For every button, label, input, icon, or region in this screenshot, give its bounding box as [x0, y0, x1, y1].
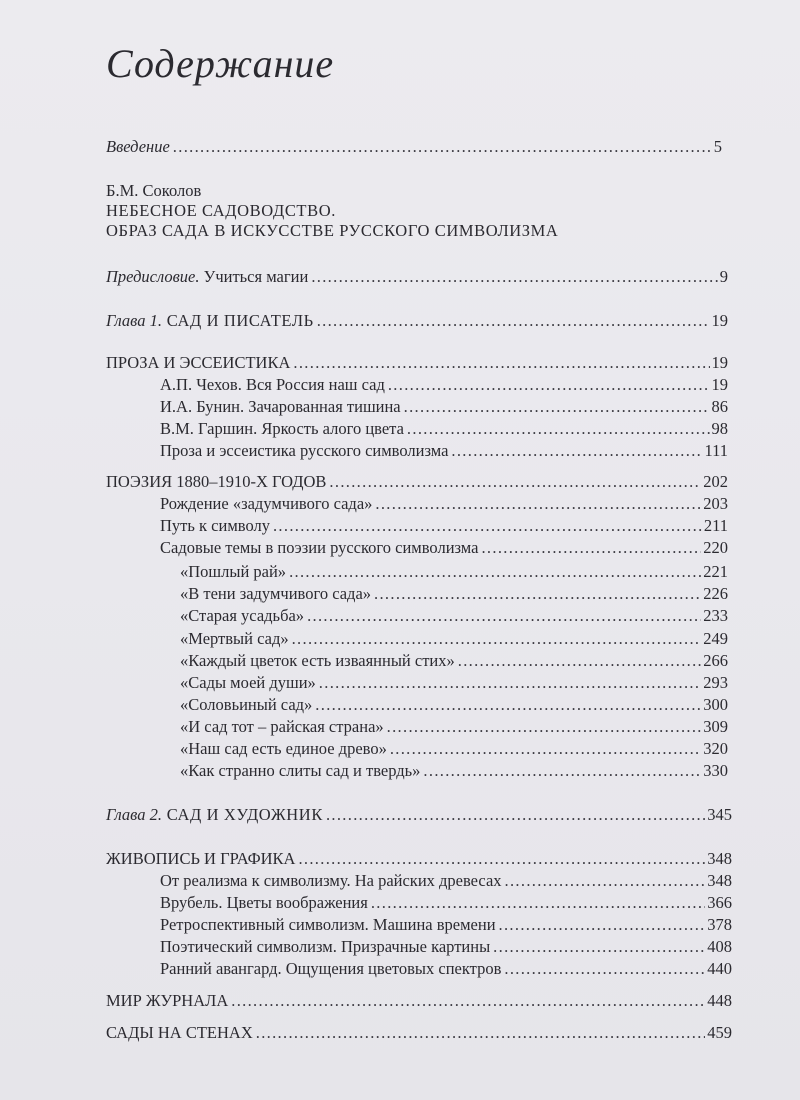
leader-dots: [315, 694, 701, 716]
page-number: 348: [707, 849, 732, 868]
toc-entry-poetry-subitem[interactable]: [180, 716, 728, 738]
leader-dots: [390, 738, 701, 760]
toc-entry-poetry[interactable]: [106, 471, 728, 493]
toc-entry-poetry-item[interactable]: [160, 515, 728, 537]
page-number: 111: [704, 441, 728, 460]
toc-entry-journal[interactable]: [106, 990, 732, 1012]
leader-dots: [256, 1022, 706, 1044]
leader-dots: [292, 628, 702, 650]
toc-entry-prose-item[interactable]: [160, 418, 728, 440]
leader-dots: [493, 936, 705, 958]
entry-label: ПОЭЗИЯ 1880–1910-Х ГОДОВ: [106, 472, 327, 491]
leader-dots: [375, 493, 701, 515]
page-number: 226: [703, 584, 728, 603]
page-number: 408: [707, 937, 732, 956]
leader-dots: [451, 440, 702, 462]
page-number: 330: [703, 761, 728, 780]
entry-label: Ранний авангард. Ощущения цветовых спектров: [160, 959, 502, 978]
toc-entry-chapter-1[interactable]: [106, 310, 728, 332]
leader-dots: [273, 515, 702, 537]
book-title-line-1: НЕБЕСНОЕ САДОВОДСТВО.: [106, 201, 336, 220]
page-number: 345: [707, 805, 732, 824]
leader-dots: [423, 760, 701, 782]
toc-entry-walls[interactable]: [106, 1022, 732, 1044]
leader-dots: [231, 990, 705, 1012]
page-number: 98: [711, 419, 728, 438]
leader-dots: [499, 914, 706, 936]
entry-label: ЖИВОПИСЬ И ГРАФИКА: [106, 849, 296, 868]
toc-entry-painting-item[interactable]: [160, 958, 732, 980]
leader-dots: [404, 396, 710, 418]
page-number: 309: [703, 717, 728, 736]
page-number: 266: [703, 651, 728, 670]
leader-dots: [329, 471, 701, 493]
entry-label: «Старая усадьба»: [180, 606, 305, 625]
toc-entry-poetry-subitem[interactable]: [180, 650, 728, 672]
leader-dots: [311, 266, 717, 288]
entry-label: «Мертвый сад»: [180, 629, 289, 648]
page-number: 348: [707, 871, 732, 890]
book-title-line-2: ОБРАЗ САДА В ИСКУССТВЕ РУССКОГО СИМВОЛИЗМА: [106, 221, 559, 240]
leader-dots: [388, 374, 710, 396]
toc-entry-painting-item[interactable]: [160, 936, 732, 958]
entry-label: Поэтический символизм. Призрачные картины: [160, 937, 491, 956]
leader-dots: [481, 537, 701, 559]
leader-dots: [293, 352, 709, 374]
page-number: 320: [703, 739, 728, 758]
page-title: Содержание: [106, 41, 335, 86]
toc-entry-painting-item[interactable]: [160, 892, 732, 914]
toc-entry-prose-item[interactable]: [160, 374, 728, 396]
entry-label: САД И ХУДОЖНИК: [161, 805, 323, 824]
page-number: 459: [707, 1023, 732, 1042]
entry-label: Введение: [106, 137, 170, 156]
page-number: 19: [711, 311, 728, 330]
toc-entry-prose[interactable]: [106, 352, 728, 374]
leader-dots: [505, 870, 706, 892]
entry-label: Ретроспективный символизм. Машина времени: [160, 915, 496, 934]
leader-dots: [298, 848, 705, 870]
page-number: 211: [703, 516, 728, 535]
leader-dots: [326, 804, 705, 826]
page-number: 203: [703, 494, 728, 513]
leader-dots: [371, 892, 705, 914]
entry-label: Рождение «задумчивого сада»: [160, 494, 373, 513]
entry-label: Врубель. Цветы воображения: [160, 893, 368, 912]
toc-entry-poetry-subitem[interactable]: [180, 760, 728, 782]
leader-dots: [173, 136, 712, 158]
page-number: 86: [711, 397, 728, 416]
toc-entry-poetry-subitem[interactable]: [180, 605, 728, 627]
toc-entry-poetry-subitem[interactable]: [180, 694, 728, 716]
page-number: 249: [703, 629, 728, 648]
page-number: 9: [719, 267, 728, 286]
entry-prefix: Глава 1.: [106, 311, 162, 330]
entry-label: От реализма к символизму. На райских древесах: [160, 871, 502, 890]
entry-label: А.П. Чехов. Вся Россия наш сад: [160, 375, 385, 394]
leader-dots: [307, 605, 701, 627]
toc-entry-painting-item[interactable]: [160, 914, 732, 936]
toc-entry-prose-item[interactable]: [160, 396, 728, 418]
toc-entry-intro[interactable]: [106, 136, 722, 158]
entry-label: «В тени задумчивого сада»: [180, 584, 372, 603]
leader-dots: [458, 650, 702, 672]
entry-label: МИР ЖУРНАЛА: [106, 991, 229, 1010]
entry-label: «Пошлый рай»: [180, 562, 287, 581]
entry-label: В.М. Гаршин. Яркость алого цвета: [160, 419, 404, 438]
leader-dots: [387, 716, 702, 738]
leader-dots: [504, 958, 705, 980]
entry-label: «Каждый цветок есть изваянный стих»: [180, 651, 455, 670]
toc-entry-chapter-2[interactable]: [106, 804, 732, 826]
page-number: 366: [707, 893, 732, 912]
entry-prefix: Предисловие.: [106, 267, 200, 286]
toc-entry-poetry-subitem[interactable]: [180, 738, 728, 760]
toc-entry-poetry-subitem[interactable]: [180, 561, 728, 583]
leader-dots: [407, 418, 710, 440]
toc-entry-poetry-subitem[interactable]: [180, 672, 728, 694]
toc-entry-prose-item[interactable]: [160, 440, 728, 462]
entry-label: САДЫ НА СТЕНАХ: [106, 1023, 253, 1042]
page-number: 448: [707, 991, 732, 1010]
leader-dots: [374, 583, 701, 605]
page-number: 378: [707, 915, 732, 934]
entry-label: Проза и эссеистика русского символизма: [160, 441, 449, 460]
page-number: 293: [703, 673, 728, 692]
leader-dots: [317, 310, 710, 332]
page-number: 202: [703, 472, 728, 491]
page-number: 221: [703, 562, 728, 581]
page-number: 220: [703, 538, 728, 557]
entry-label: «Как странно слиты сад и твердь»: [180, 761, 421, 780]
entry-label: САД И ПИСАТЕЛЬ: [161, 311, 314, 330]
entry-label: «И сад тот – райская страна»: [180, 717, 384, 736]
entry-label: ПРОЗА И ЭССЕИСТИКА: [106, 353, 291, 372]
toc-entry-painting-item[interactable]: [160, 870, 732, 892]
leader-dots: [289, 561, 701, 583]
author-name: Б.М. Соколов: [106, 181, 202, 200]
toc-entry-painting[interactable]: [106, 848, 732, 870]
entry-label: Путь к символу: [160, 516, 270, 535]
toc-entry-poetry-subitem[interactable]: [180, 628, 728, 650]
page-number: 440: [707, 959, 732, 978]
toc-entry-poetry-item[interactable]: [160, 537, 728, 559]
page-number: 300: [703, 695, 728, 714]
entry-label: Садовые темы в поэзии русского символизма: [160, 538, 479, 557]
entry-label: Учиться магии: [199, 267, 309, 286]
toc-entry-poetry-subitem[interactable]: [180, 583, 728, 605]
page-number: 19: [711, 375, 728, 394]
entry-label: «Соловьиный сад»: [180, 695, 313, 714]
toc-entry-preface[interactable]: [106, 266, 728, 288]
page-number: 5: [713, 137, 722, 156]
leader-dots: [319, 672, 701, 694]
entry-label: И.А. Бунин. Зачарованная тишина: [160, 397, 401, 416]
entry-label: «Сады моей души»: [180, 673, 316, 692]
entry-label: «Наш сад есть единое древо»: [180, 739, 387, 758]
page-number: 19: [711, 353, 728, 372]
page-number: 233: [703, 606, 728, 625]
toc-entry-poetry-item[interactable]: [160, 493, 728, 515]
entry-prefix: Глава 2.: [106, 805, 162, 824]
